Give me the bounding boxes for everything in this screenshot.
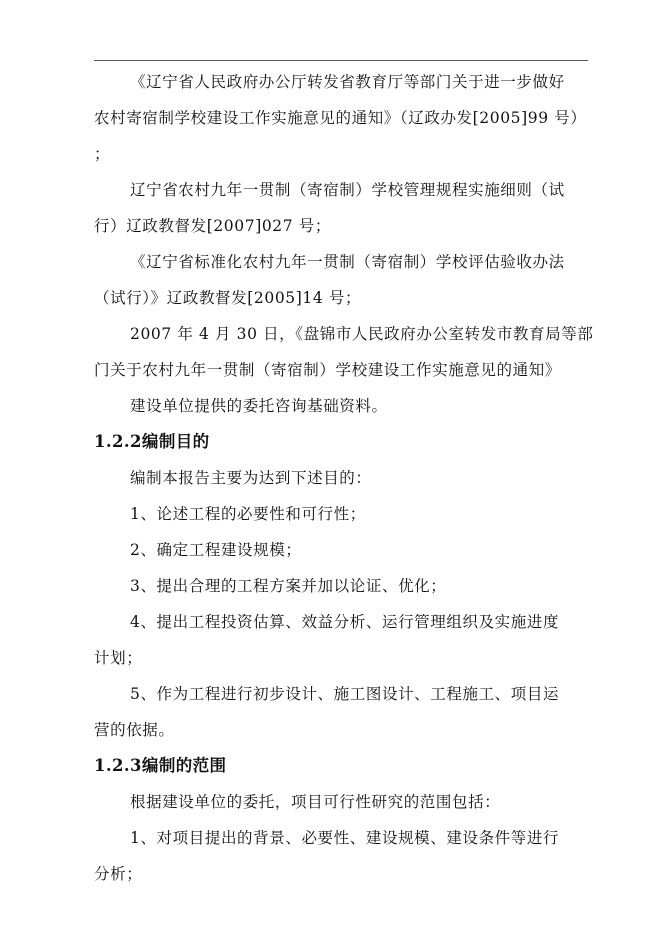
basis-item-3-line-1: 《辽宁省标准化农村九年一贯制（寄宿制）学校评估验收办法 bbox=[130, 253, 565, 271]
basis-item-1-line-1: 《辽宁省人民政府办公厅转发省教育厅等部门关于进一步做好 bbox=[130, 73, 565, 91]
header-rule bbox=[94, 60, 588, 61]
basis-item-1-line-2: 农村寄宿制学校建设工作实施意见的通知》（辽政办发[2005]99 号） bbox=[94, 109, 587, 127]
basis-item-4-line-2: 门关于农村九年一贯制（寄宿制）学校建设工作实施意见的通知》 bbox=[94, 361, 561, 379]
purpose-item-4-line-1: 4、提出工程投资估算、效益分析、运行管理组织及实施进度 bbox=[130, 613, 560, 631]
basis-item-2-line-1: 辽宁省农村九年一贯制（寄宿制）学校管理规程实施细则（试 bbox=[130, 181, 565, 199]
purpose-item-5-line-2: 营的依据。 bbox=[94, 721, 175, 739]
scope-intro: 根据建设单位的委托，项目可行性研究的范围包括： bbox=[130, 793, 501, 811]
basis-item-4-line-1: 2007 年 4 月 30 日，《盘锦市人民政府办公室转发市教育局等部 bbox=[130, 325, 594, 343]
purpose-item-3: 3、提出合理的工程方案并加以论证、优化； bbox=[130, 577, 447, 595]
purpose-item-4-line-2: 计划； bbox=[94, 649, 143, 667]
basis-item-2-line-2: 行）辽政教督发[2007]027 号； bbox=[94, 217, 331, 235]
purpose-item-1: 1、论述工程的必要性和可行性； bbox=[130, 505, 366, 523]
basis-item-1-line-3: ； bbox=[94, 145, 111, 163]
basis-item-5-line-1: 建设单位提供的委托咨询基础资料。 bbox=[130, 397, 388, 415]
purpose-item-5-line-1: 5、作为工程进行初步设计、施工图设计、工程施工、项目运 bbox=[130, 685, 560, 703]
basis-item-3-line-2: （试行）》辽政教督发[2005]14 号； bbox=[94, 289, 362, 307]
purpose-item-2: 2、确定工程建设规模； bbox=[130, 541, 302, 559]
scope-item-1-line-1: 1、对项目提出的背景、必要性、建设规模、建设条件等进行 bbox=[130, 829, 560, 847]
section-heading-1-2-3: 1.2.3编制的范围 bbox=[94, 756, 227, 775]
purpose-intro: 编制本报告主要为达到下述目的： bbox=[130, 469, 372, 487]
scope-item-1-line-2: 分析； bbox=[94, 865, 143, 883]
section-heading-1-2-2: 1.2.2编制目的 bbox=[94, 432, 210, 451]
document-body bbox=[94, 64, 594, 892]
